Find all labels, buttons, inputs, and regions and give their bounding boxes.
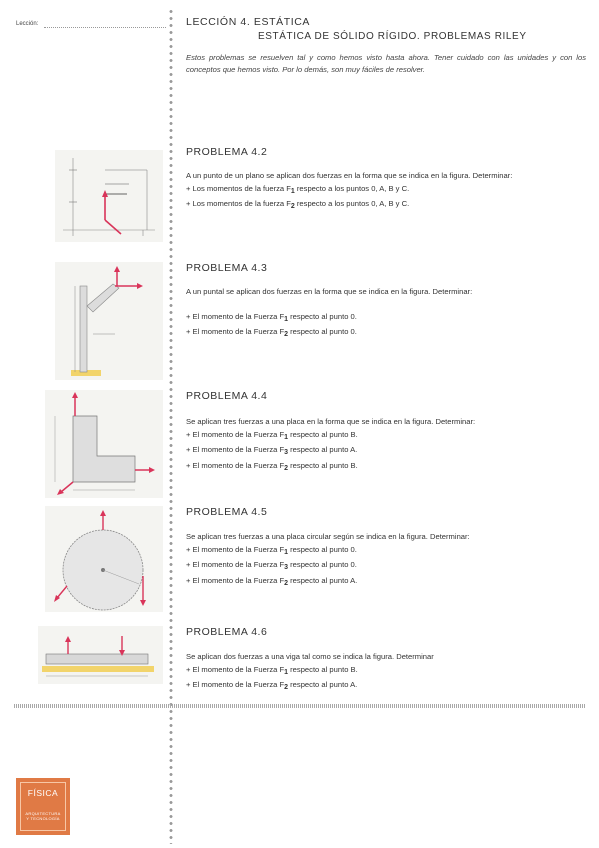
logo-title: FÍSICA <box>27 788 59 798</box>
problem-title-4-6: PROBLEMA 4.6 <box>186 626 268 638</box>
plate-diagram-icon <box>45 390 163 498</box>
problem-item: + El momento de la Fuerza $F_2$ respecto al punto A. <box>186 680 358 691</box>
problem-text-4-5 <box>186 531 586 590</box>
figure-problem-4-6 <box>38 626 163 684</box>
problem-statement: A un puntal se aplican dos fuerzas en la forma que se indica en la figura. Determinar: <box>186 287 473 296</box>
problem-item: + El momento de la Fuerza $F_1$ respecto al punto B. <box>186 664 358 676</box>
lesson-title: LECCIÓN 4. ESTÁTICA <box>186 16 311 28</box>
problem-title-4-2: PROBLEMA 4.2 <box>186 146 268 158</box>
fisica-logo <box>16 778 70 835</box>
problem-item: + El momento de la Fuerza $F_2$ respecto al punto 0. <box>186 327 357 338</box>
figure-problem-4-5 <box>45 506 163 612</box>
forces-plane-diagram-icon <box>55 150 163 242</box>
problem-title-4-5: PROBLEMA 4.5 <box>186 506 268 518</box>
problem-item: + El momento de la Fuerza $F_2$ respecto al punto B. <box>186 460 358 472</box>
leccion-label: Lección: <box>16 21 39 27</box>
problem-item: + El momento de la Fuerza $F_3$ respecto al punto A. <box>186 445 358 456</box>
problem-statement: Se aplican tres fuerzas a una placa en la forma que se indica en la figura. Determinar: <box>186 417 476 426</box>
lesson-subtitle: ESTÁTICA DE SÓLIDO RÍGIDO. PROBLEMAS RILEY <box>258 31 527 42</box>
intro-paragraph: Estos problemas se resuelven tal y como hemos visto hasta ahora. Tener cuidado con las unidades y con los conceptos que hemos visto. Por lo demás, son muy fáciles de resolver. <box>186 53 586 74</box>
problem-text-4-6 <box>186 651 586 695</box>
problem-item: + El momento de la Fuerza $F_1$ respecto al punto B. <box>186 429 358 441</box>
problem-item: + Los momentos de la fuerza $F_1$ respecto a los puntos 0, A, B y C. <box>186 183 410 195</box>
problem-statement: Se aplican dos fuerzas a una viga tal como se indica la figura. Determinar <box>186 652 434 661</box>
beam-diagram-icon <box>38 626 163 684</box>
problem-item: + El momento de la Fuerza $F_3$ respecto al punto 0. <box>186 560 357 571</box>
problem-item: + Los momentos de la fuerza $F_2$ respecto a los puntos 0, A, B y C. <box>186 199 410 210</box>
problem-title-4-4: PROBLEMA 4.4 <box>186 390 268 402</box>
figure-problem-4-4 <box>45 390 163 498</box>
notebook-spine-dots <box>169 8 173 844</box>
logo-subtitle: ARQUITECTURA Y TECNOLOGÍA <box>25 811 61 821</box>
problem-text-4-3 <box>186 286 586 342</box>
problem-item: + El momento de la Fuerza $F_1$ respecto al punto 0. <box>186 544 357 556</box>
circular-plate-diagram-icon <box>45 506 163 612</box>
problem-text-4-4 <box>186 416 586 475</box>
leccion-blank-line <box>44 27 166 28</box>
problem-statement: A un punto de un plano se aplican dos fuerzas en la forma que se indica en la figura. Determinar: <box>186 171 513 180</box>
section-divider <box>14 704 585 708</box>
problem-title-4-3: PROBLEMA 4.3 <box>186 262 268 274</box>
problem-item: + El momento de la Fuerza $F_2$ respecto al punto A. <box>186 575 358 587</box>
figure-problem-4-3 <box>55 262 163 380</box>
strut-diagram-icon <box>55 262 163 380</box>
problem-text-4-2 <box>186 170 586 214</box>
figure-problem-4-2 <box>55 150 163 242</box>
problem-item: + El momento de la Fuerza $F_1$ respecto al punto 0. <box>186 311 357 323</box>
problem-statement: Se aplican tres fuerzas a una placa circular según se indica en la figura. Determinar: <box>186 532 470 541</box>
